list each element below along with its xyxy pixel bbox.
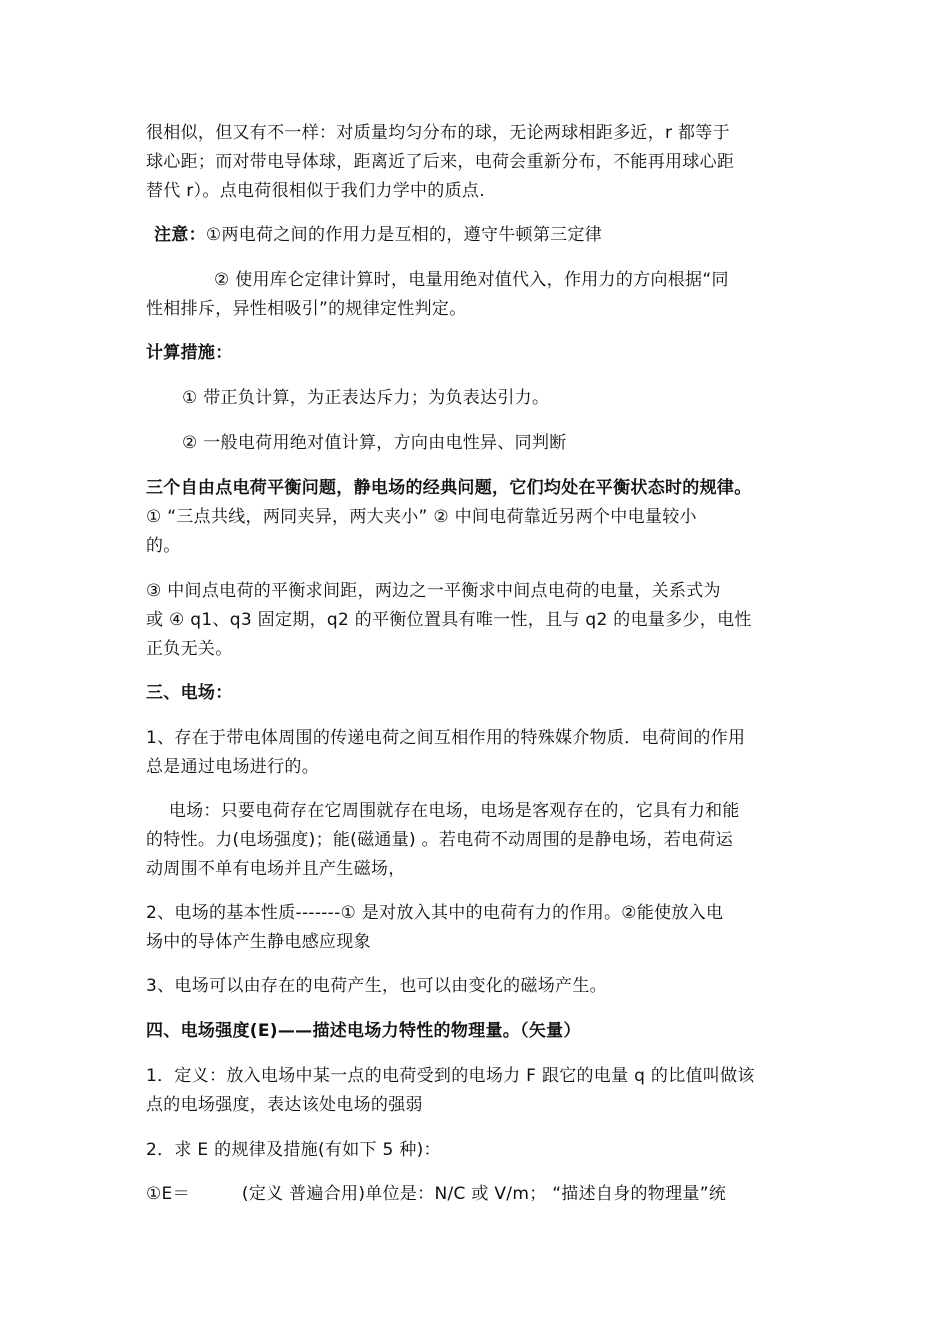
note-line bbox=[154, 224, 602, 246]
section-heading: 三、电场： bbox=[146, 683, 233, 703]
formula-rest: (定义 普遍合用)单位是：N/C 或 V/m； “描述自身的物理量”统 bbox=[241, 1184, 727, 1204]
note-item-1: ①两电荷之间的作用力是互相的，遵守牛顿第三定律 bbox=[205, 225, 603, 245]
formula-line bbox=[146, 1183, 726, 1205]
calc-heading: 计算措施： bbox=[146, 343, 233, 363]
paragraph-line: 替代 r）。点电荷很相似于我们力学中的质点. bbox=[146, 181, 485, 201]
paragraph-line: 2、电场的基本性质-------① 是对放入其中的电荷有力的作用。②能使放入电 bbox=[146, 903, 724, 923]
section-heading: 四、电场强度(E)——描述电场力特性的物理量。（矢量） bbox=[146, 1021, 581, 1041]
paragraph-line: 的。 bbox=[146, 536, 181, 556]
paragraph-line: 1．定义：放入电场中某一点的电荷受到的电场力 F 跟它的电量 q 的比值叫做该 bbox=[146, 1066, 755, 1086]
formula-lhs: ①E＝ bbox=[146, 1184, 190, 1204]
calc-item-2: ② 一般电荷用绝对值计算，方向由电性异、同判断 bbox=[182, 433, 567, 453]
note-item-2-cont: 性相排斥，异性相吸引”的规律定性判定。 bbox=[146, 299, 467, 319]
paragraph-line: 正负无关。 bbox=[146, 639, 233, 659]
paragraph-line: 点的电场强度，表达该处电场的强弱 bbox=[146, 1095, 423, 1115]
paragraph-line: 或 ④ q1、q3 固定期，q2 的平衡位置具有唯一性，且与 q2 的电量多少，电性 bbox=[146, 610, 752, 630]
calc-item-1: ① 带正负计算，为正表达斥力；为负表达引力。 bbox=[182, 388, 550, 408]
note-label: 注意： bbox=[154, 225, 206, 245]
paragraph-line: ① “三点共线，两同夹异，两大夹小” ② 中间电荷靠近另两个中电量较小 bbox=[146, 507, 697, 527]
paragraph-line: 总是通过电场进行的。 bbox=[146, 757, 319, 777]
paragraph-line: 1、存在于带电体周围的传递电荷之间互相作用的特殊媒介物质．电荷间的作用 bbox=[146, 728, 746, 748]
paragraph-line: 电场：只要电荷存在它周围就存在电场，电场是客观存在的，它具有力和能 bbox=[146, 801, 740, 821]
paragraph-line: 动周围不单有电场并且产生磁场， bbox=[146, 859, 406, 879]
paragraph-line: 很相似，但又有不一样：对质量均匀分布的球，无论两球相距多近，r 都等于 bbox=[146, 123, 730, 143]
paragraph-line: 2．求 E 的规律及措施(有如下 5 种)： bbox=[146, 1140, 441, 1160]
paragraph-line: 3、电场可以由存在的电荷产生，也可以由变化的磁场产生。 bbox=[146, 976, 607, 996]
note-item-2: ② 使用库仑定律计算时，电量用绝对值代入，作用力的方向根据“同 bbox=[214, 270, 729, 290]
paragraph-line: 球心距；而对带电导体球，距离近了后来，电荷会重新分布，不能再用球心距 bbox=[146, 152, 735, 172]
paragraph-line: 的特性。力(电场强度)；能(磁通量) 。若电荷不动周围的是静电场，若电荷运 bbox=[146, 830, 734, 850]
paragraph-line: ③ 中间点电荷的平衡求间距，两边之一平衡求中间点电荷的电量，关系式为 bbox=[146, 581, 721, 601]
three-charge-heading: 三个自由点电荷平衡问题，静电场的经典问题，它们均处在平衡状态时的规律。 bbox=[146, 478, 752, 498]
paragraph-line: 场中的导体产生静电感应现象 bbox=[146, 932, 371, 952]
